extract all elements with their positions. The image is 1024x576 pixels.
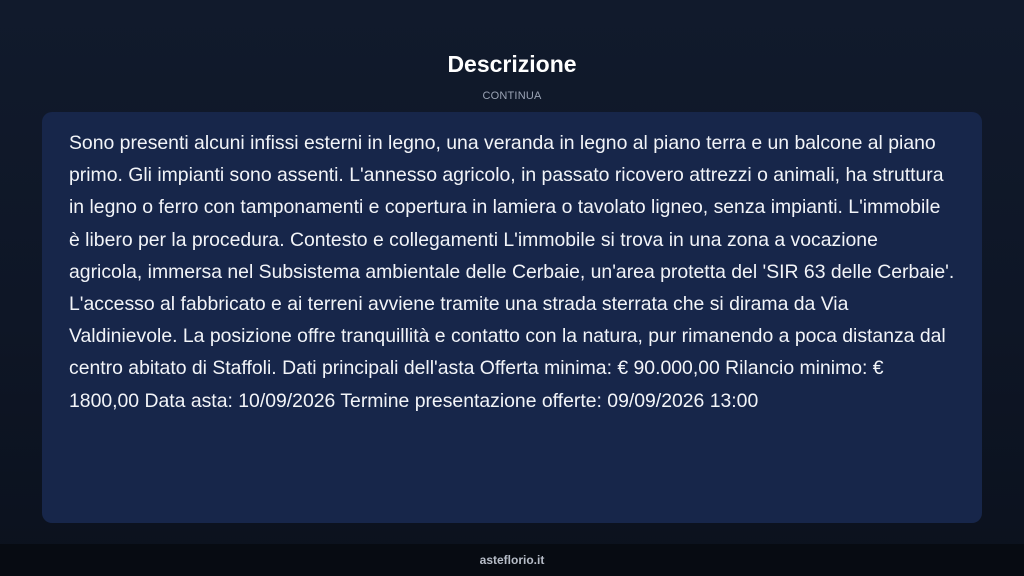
description-card (42, 112, 982, 523)
footer-bar (0, 544, 1024, 576)
header (0, 0, 1024, 112)
footer-site-name: asteflorio.it (479, 553, 545, 567)
continua-label: CONTINUA (482, 90, 542, 102)
description-text: Sono presenti alcuni infissi esterni in legno, una veranda in legno al piano terra e un balcone al piano primo. Gli impianti sono assenti. L'annesso agricolo, in passato ricovero attrezzi o animali, ha struttura in legno o ferro con tamponamenti e copertura in lamiera o tavolato ligneo, senza impianti. L'immobile è libero per la procedura. Contesto e collegamenti L'immobile si trova in una zona a vocazione agricola, immersa nel Subsistema ambientale delle Cerbaie, un'area protetta del 'SIR 63 delle Cerbaie'. L'accesso al fabbricato e ai terreni avviene tramite una strada sterrata che si dirama da Via Valdinievole. La posizione offre tranquillità e contatto con la natura, pur rimanendo a poca distanza dal centro abitato di Staffoli. Dati principali dell'asta Offerta minima: € 90.000,00 Rilancio minimo: € 1800,00 Data asta: 10/09/2026 Termine presentazione offerte: 09/09/2026 13:00 (69, 132, 955, 412)
page-title: Descrizione (447, 51, 577, 77)
